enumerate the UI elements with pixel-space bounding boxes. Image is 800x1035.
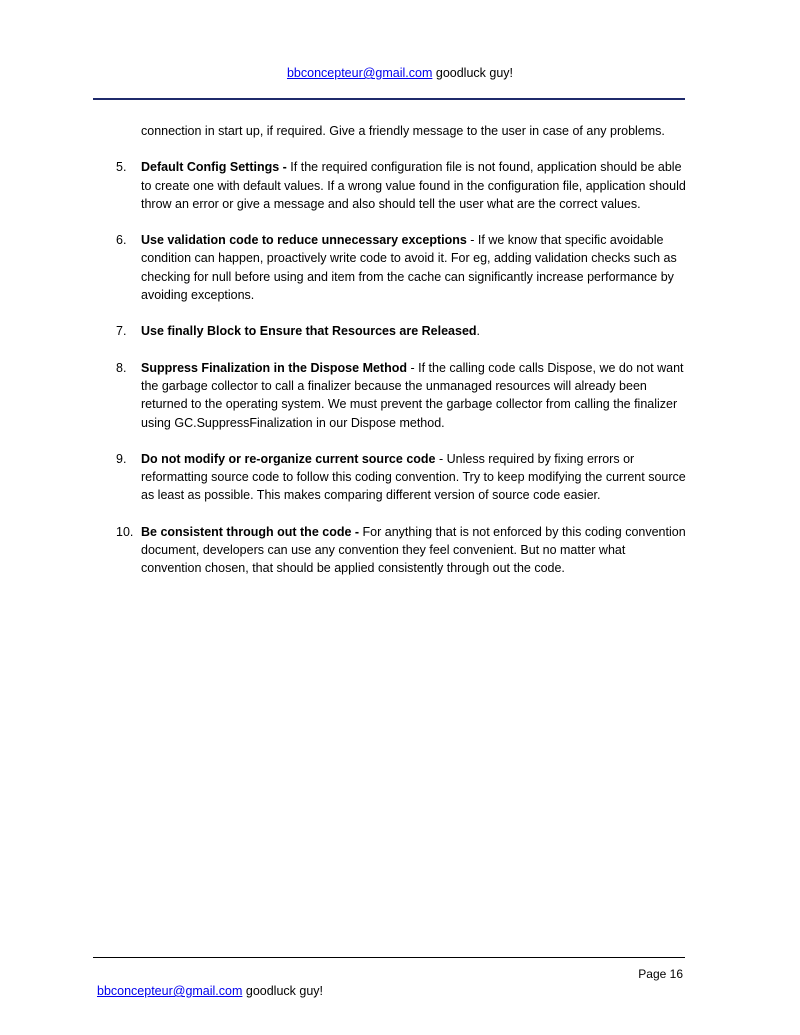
page-footer — [97, 983, 323, 999]
item-title: Suppress Finalization in the Dispose Method — [141, 360, 407, 375]
header-tagline: goodluck guy! — [432, 66, 513, 80]
page-header — [0, 65, 800, 81]
list-item-7 — [116, 322, 686, 340]
item-number: 7. — [116, 324, 127, 339]
item-text: - If the calling code calls Dispose, we do not want the garbage collector to call a finalizer because the unmanaged resources will already been returned to the operating system. We must prevent the garbage collector from calling the finalizer using GC.SuppressFinalization in our Dispose method. — [141, 360, 684, 430]
item-text: - Unless required by fixing errors or reformatting source code to follow this coding convention. Try to keep modifying the current source as least as possible. This makes comparing different version of source code easier. — [141, 451, 686, 503]
item-text: For anything that is not enforced by this coding convention document, developers can use any convention they feel convenient. But no matter what convention chosen, that should be applied consistently through out the code. — [141, 524, 686, 576]
list-item-10 — [116, 523, 686, 578]
item-title: Use validation code to reduce unnecessary exceptions — [141, 233, 467, 248]
intro-paragraph: connection in start up, if required. Give a friendly message to the user in case of any problems. — [141, 124, 665, 138]
item-title: Use finally Block to Ensure that Resources are Released — [141, 324, 477, 339]
item-number: 9. — [116, 451, 127, 466]
header-email-link[interactable]: bbconcepteur@gmail.com — [286, 66, 433, 80]
item-number: 10. — [116, 524, 134, 539]
header-divider — [93, 98, 685, 100]
footer-divider — [93, 957, 685, 958]
item-title: Do not modify or re-organize current source code — [141, 451, 436, 466]
item-number: 5. — [116, 160, 127, 175]
item-number: 6. — [116, 233, 127, 248]
item-title: Default Config Settings - — [141, 160, 287, 175]
footer-tagline: goodluck guy! — [242, 984, 324, 998]
item-text: . — [476, 324, 481, 339]
list-item-6 — [116, 231, 686, 304]
item-title: Be consistent through out the code - — [141, 524, 360, 539]
item-number: 8. — [116, 360, 127, 375]
item-text: If the required configuration file is not found, application should be able to create one with default values. If a wrong value found in the configuration file, application should throw an error or give a message and also should tell the user what are the correct values. — [141, 160, 686, 211]
page-number: Page 16 — [638, 967, 683, 981]
item-text: - If we know that specific avoidable condition can happen, proactively write code to avoid it. For eg, adding validation checks such as checking for null before using and item from the cache can significantly increase performance by avoiding exceptions. — [141, 233, 677, 303]
list-item-9 — [116, 450, 686, 505]
list-item-5 — [116, 158, 686, 213]
list-item-8 — [116, 359, 686, 432]
footer-email-link[interactable]: bbconcepteur@gmail.com — [97, 984, 243, 998]
document-body — [116, 122, 686, 596]
